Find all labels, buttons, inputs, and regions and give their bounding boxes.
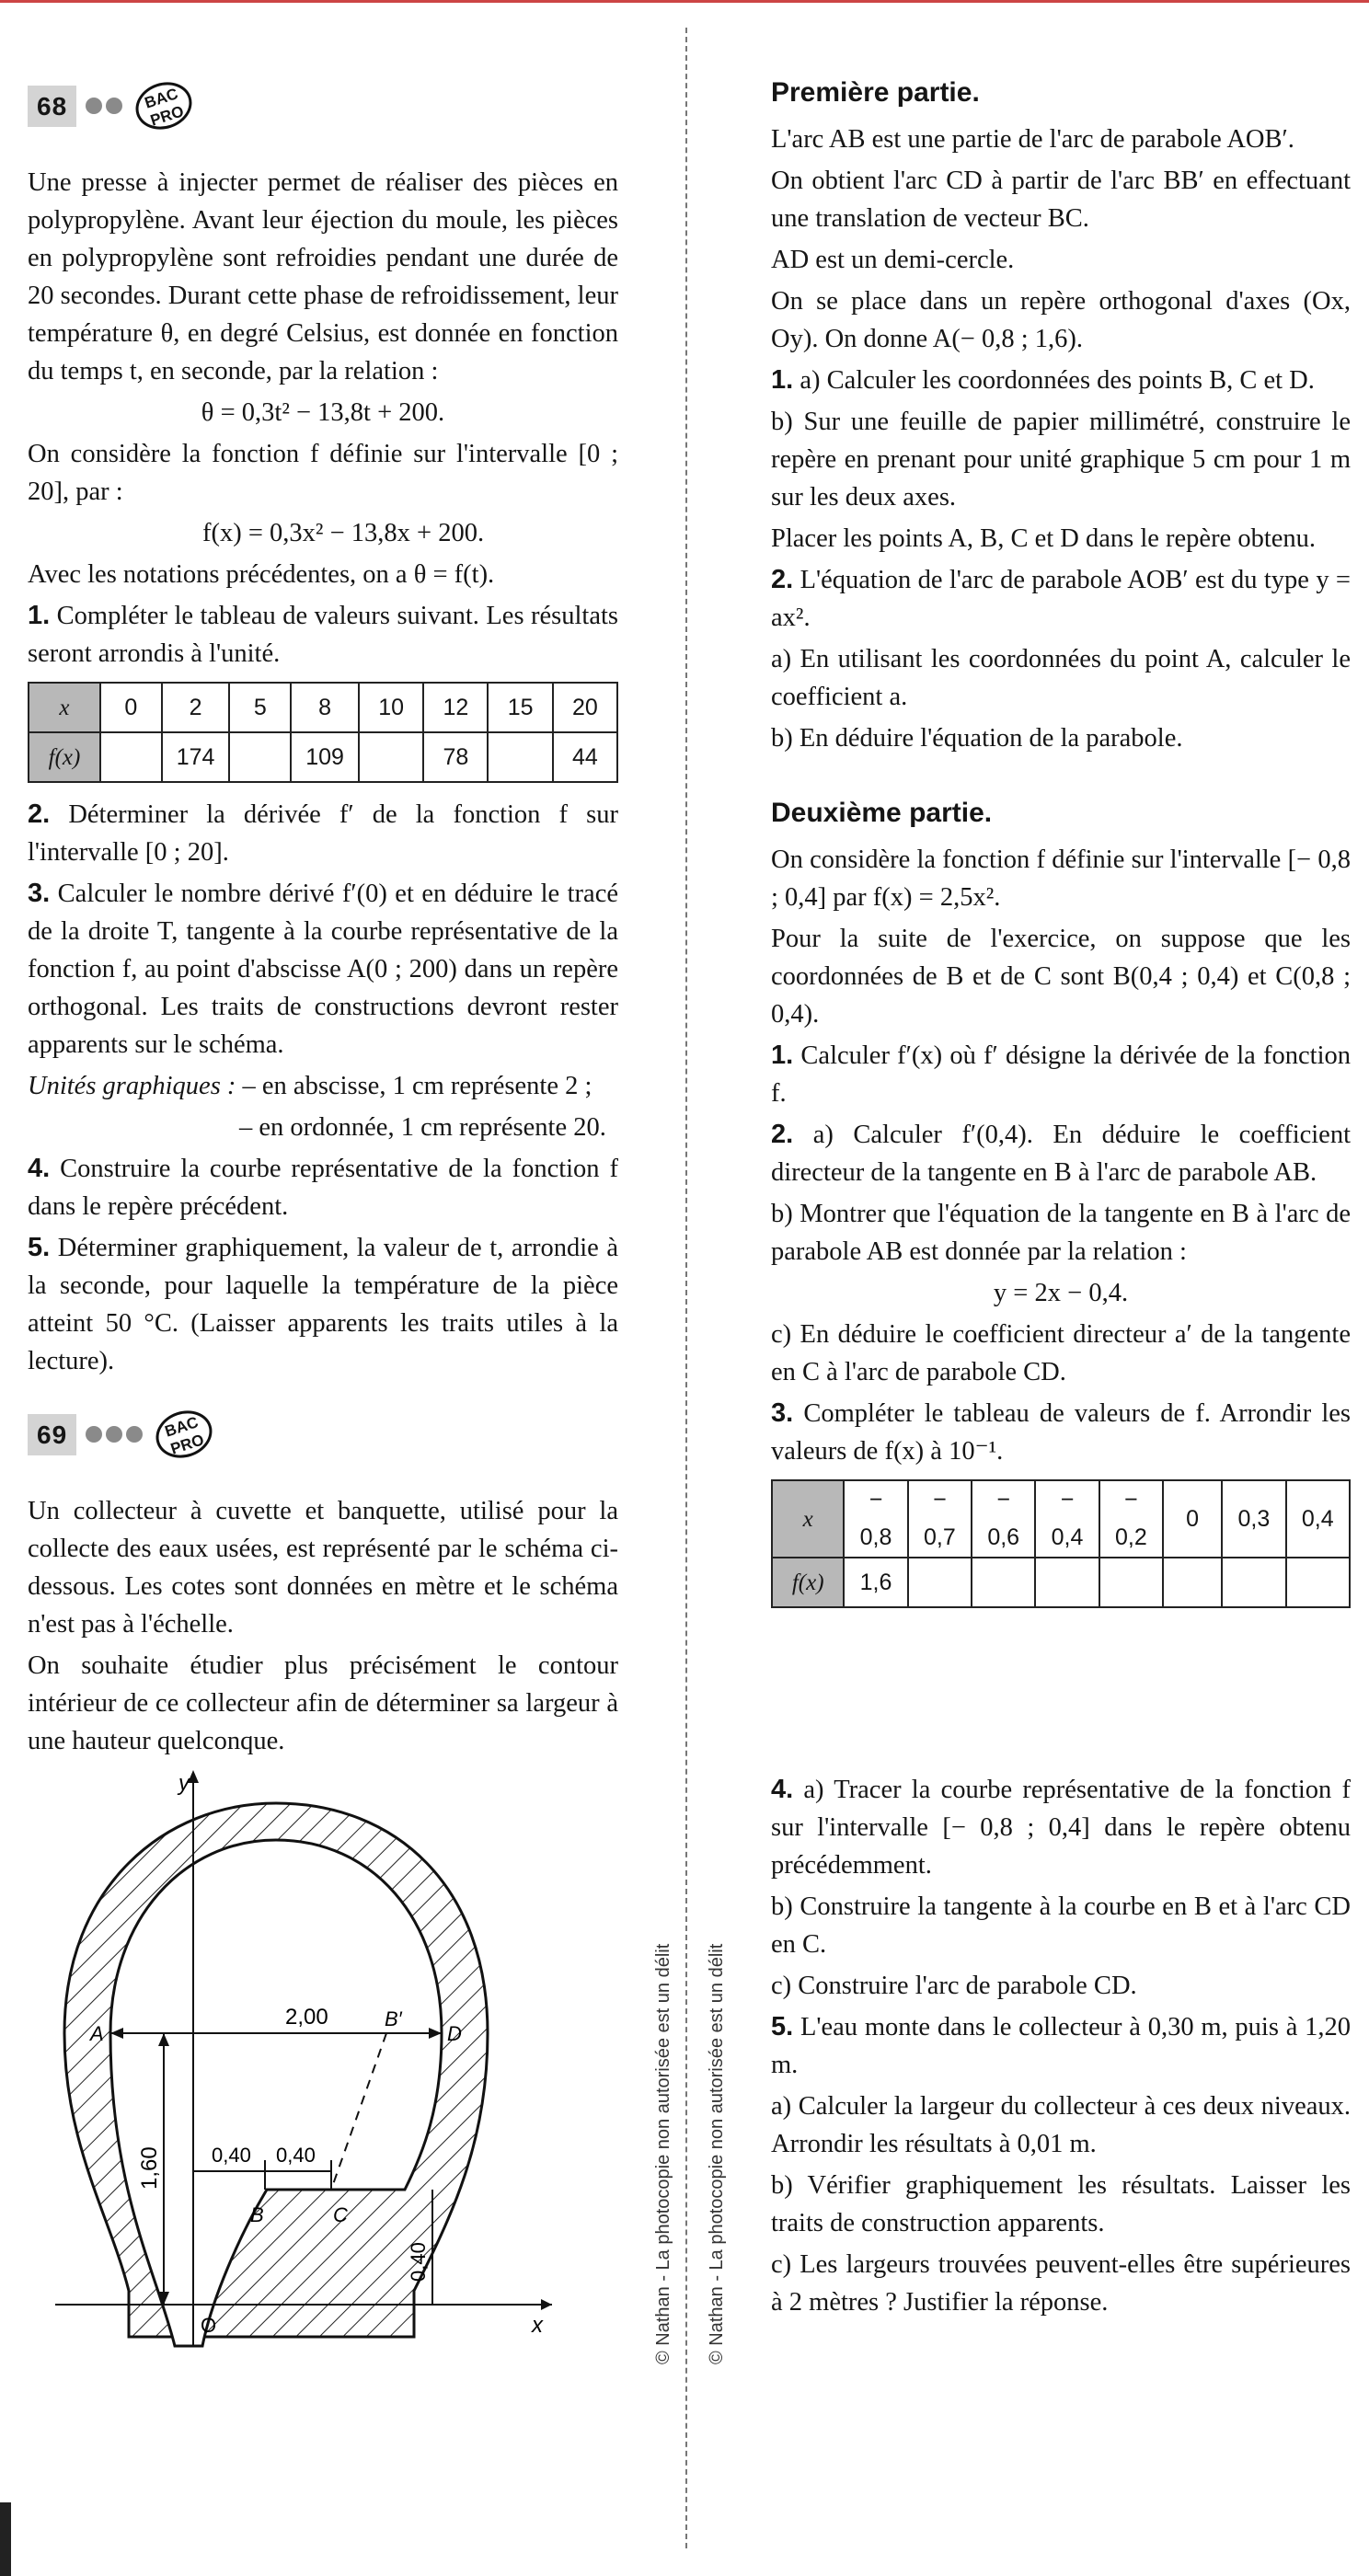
table-cell: − 0,7 <box>908 1480 972 1558</box>
table-cell <box>359 732 423 782</box>
ex69-intro-1: Un collecteur à cuvette et banquette, utilisé pour la collecte des eaux usées, est représenté par le schéma ci-dessous. Les cotes sont données en mètre et le schéma n'est pas à l'échelle. <box>28 1497 618 1639</box>
table-cell <box>908 1558 972 1607</box>
dim-right: 0,40 <box>276 2144 316 2167</box>
part1-q2b: b) En déduire l'équation de la parabole. <box>771 724 1183 753</box>
part1-p1: L'arc AB est une partie de l'arc de parabole AOB′. <box>771 125 1294 154</box>
part2-q4c: c) Construire l'arc de parabole CD. <box>771 1972 1137 2000</box>
dim-left: 0,40 <box>212 2144 251 2167</box>
table-cell <box>1163 1558 1222 1607</box>
label-y: y <box>178 1771 190 1796</box>
table-head-fx: f(x) <box>772 1558 844 1607</box>
question-number: 1. <box>771 365 794 395</box>
units-label: Unités graphiques : <box>28 1072 236 1100</box>
exercise-68-header <box>28 74 618 138</box>
dim-small: 0,40 <box>407 2242 430 2282</box>
question-number: 4. <box>771 1775 794 1804</box>
exercise-number: 69 <box>28 1414 76 1455</box>
part2-p2: Pour la suite de l'exercice, on suppose que les coordonnées de B et de C sont B(0,4 ; 0,4) et C(0,8 ; 0,4). <box>771 925 1351 1029</box>
question-text: Construire la courbe représentative de la fonction f dans le repère précédent. <box>28 1155 618 1221</box>
table-row <box>772 1480 1350 1558</box>
label-a: A <box>90 2022 104 2045</box>
ex68-units-line-2: – en ordonnée, 1 cm représente 20. <box>239 1113 606 1142</box>
table-cell <box>1099 1558 1163 1607</box>
part2-q4b: b) Construire la tangente à la courbe en B et à l'arc CD en C. <box>771 1892 1351 1959</box>
part2-q2b: b) Montrer que l'équation de la tangente en B à l'arc de parabole AB est donnée par la relation : <box>771 1200 1351 1266</box>
bac-pro-badge: BAC PRO <box>150 1404 218 1466</box>
ex68-value-table <box>28 682 618 783</box>
question-text: Déterminer la dérivée f′ de la fonction f sur l'intervalle [0 ; 20]. <box>28 800 618 867</box>
part1-q1b2: Placer les points A, B, C et D dans le repère obtenu. <box>771 524 1317 553</box>
part2-q5c: c) Les largeurs trouvées peuvent-elles être supérieures à 2 mètres ? Justifier la réponse. <box>771 2250 1351 2317</box>
table-head-x: x <box>772 1480 844 1558</box>
question-text: Compléter le tableau de valeurs de f. Arrondir les valeurs de f(x) à 10⁻¹. <box>771 1399 1351 1466</box>
ex68-intro: Une presse à injecter permet de réaliser des pièces en polypropylène. Avant leur éjection du moule, les pièces en polypropylène sont refroidies pendant une durée de 20 secondes. Durant cette phase de refroidissement, leur température θ, en degré Celsius, est donnée en fonction du temps t, en seconde, par la relation : <box>28 168 618 385</box>
part-1-title: Première partie. <box>771 77 980 108</box>
question-number: 3. <box>771 1398 794 1428</box>
label-d: D <box>447 2022 462 2045</box>
label-b-prime: B′ <box>385 2007 402 2030</box>
table-cell <box>100 732 162 782</box>
column-divider <box>685 28 687 2548</box>
table-cell <box>488 732 552 782</box>
question-number: 2. <box>771 1120 794 1149</box>
ex68-notation: Avec les notations précédentes, on a θ = f(t). <box>28 560 495 589</box>
label-o: O <box>201 2314 217 2337</box>
table-cell <box>1222 1558 1285 1607</box>
right-column-lower <box>771 1771 1351 2325</box>
part1-p3: AD est un demi-cercle. <box>771 246 1015 274</box>
part2-q2c: c) En déduire le coefficient directeur a′ de la tangente en C à l'arc de parabole CD. <box>771 1320 1351 1386</box>
part2-question-2 <box>771 1116 1351 1191</box>
question-text: L'eau monte dans le collecteur à 0,30 m, puis à 1,20 m. <box>771 2013 1352 2079</box>
question-text: Déterminer graphiquement, la valeur de t, arrondie à la seconde, pour laquelle la température de la pièce atteint 50 °C. (Laisser apparents les traits utiles à la lecture). <box>28 1234 619 1375</box>
part1-q2a: a) En utilisant les coordonnées du point A, calculer le coefficient a. <box>771 645 1351 711</box>
question-number: 2. <box>28 799 51 829</box>
top-rule <box>0 0 1369 3</box>
table-cell: 0 <box>1163 1480 1222 1558</box>
table-cell: − 0,6 <box>972 1480 1035 1558</box>
label-x: x <box>532 2313 543 2338</box>
exercise-number: 68 <box>28 86 76 127</box>
table-cell: 12 <box>423 683 488 732</box>
table-cell: 0,3 <box>1222 1480 1285 1558</box>
table-head-fx: f(x) <box>29 732 100 782</box>
ex68-question-2 <box>28 796 618 871</box>
copyright-text: © Nathan - La photocopie non autorisée est un délit <box>707 1943 727 2364</box>
dim-height: 1,60 <box>137 2146 162 2190</box>
right-column <box>771 74 1351 1621</box>
ex68-question-3 <box>28 875 618 1064</box>
dim-width: 2,00 <box>285 2005 328 2030</box>
ex68-relation: θ = 0,3t² − 13,8t + 200. <box>201 398 445 427</box>
table-cell: 174 <box>162 732 230 782</box>
question-number: 4. <box>28 1154 51 1183</box>
question-text: Calculer f′(x) où f′ désigne la dérivée de la fonction f. <box>771 1041 1351 1108</box>
table-cell: 78 <box>423 732 488 782</box>
question-number: 2. <box>771 565 794 594</box>
part2-question-5 <box>771 2008 1351 2084</box>
exercise-69-header <box>28 1402 618 1466</box>
label-b: B <box>250 2203 264 2226</box>
part1-q1b: b) Sur une feuille de papier millimétré, construire le repère en prenant pour unité graphique 5 cm pour 1 m sur les deux axes. <box>771 408 1351 512</box>
part2-question-3 <box>771 1395 1351 1470</box>
part2-q2b-equation: y = 2x − 0,4. <box>993 1279 1129 1307</box>
table-cell: 0,4 <box>1286 1480 1350 1558</box>
table-cell <box>229 732 291 782</box>
part2-p1: On considère la fonction f définie sur l'intervalle [− 0,8 ; 0,4] par f(x) = 2,5x². <box>771 845 1351 912</box>
table-cell: − 0,2 <box>1099 1480 1163 1558</box>
table-cell: 44 <box>553 732 617 782</box>
table-cell: 20 <box>553 683 617 732</box>
ex68-question-4 <box>28 1150 618 1225</box>
difficulty-dots-icon <box>86 1416 146 1454</box>
scan-edge-bar <box>0 2502 11 2576</box>
table-row <box>772 1558 1350 1607</box>
question-text: L'équation de l'arc de parabole AOB′ est du type y = ax². <box>771 566 1351 632</box>
table-cell: 5 <box>229 683 291 732</box>
table-cell <box>972 1558 1035 1607</box>
table-cell: 15 <box>488 683 552 732</box>
question-number: 3. <box>28 879 51 908</box>
table-head-x: x <box>29 683 100 732</box>
question-text: Calculer le nombre dérivé f′(0) et en déduire le tracé de la droite T, tangente à la courbe représentative de la fonction f, au point d'abscisse A(0 ; 200) dans un repère orthogonal. Les traits de constructions devront rester apparents sur le schéma. <box>28 880 618 1059</box>
question-number: 5. <box>28 1233 51 1262</box>
x-axis-arrow-icon <box>541 2299 552 2310</box>
ex68-question-1 <box>28 597 618 673</box>
table-cell: 2 <box>162 683 230 732</box>
question-text: a) Tracer la courbe représentative de la fonction f sur l'intervalle [− 0,8 ; 0,4] dans le repère obtenu précédemment. <box>771 1776 1351 1880</box>
table-cell: − 0,4 <box>1035 1480 1099 1558</box>
part2-question-1 <box>771 1037 1351 1112</box>
table-cell: 0 <box>100 683 162 732</box>
part2-q5a: a) Calculer la largeur du collecteur à ces deux niveaux. Arrondir les résultats à 0,01 m. <box>771 2092 1351 2158</box>
label-c: C <box>333 2203 348 2226</box>
part1-p4: On se place dans un repère orthogonal d'axes (Ox, Oy). On donne A(− 0,8 ; 1,6). <box>771 287 1351 353</box>
ex68-function: f(x) = 0,3x² − 13,8x + 200. <box>202 519 485 547</box>
table-cell <box>1286 1558 1350 1607</box>
ex68-question-5 <box>28 1229 618 1380</box>
part2-q5b: b) Vérifier graphiquement les résultats. Laisser les traits de construction apparents. <box>771 2171 1351 2237</box>
copyright-text: © Nathan - La photocopie non autorisée est un délit <box>653 1943 673 2364</box>
table-cell: 8 <box>291 683 359 732</box>
question-number: 5. <box>771 2012 794 2041</box>
table-cell: − 0,8 <box>844 1480 907 1558</box>
part2-value-table <box>771 1479 1351 1608</box>
table-row <box>29 732 617 782</box>
part-2-title: Deuxième partie. <box>771 798 993 828</box>
table-cell <box>1035 1558 1099 1607</box>
collector-diagram <box>55 1757 570 2364</box>
question-number: 1. <box>28 601 51 630</box>
part1-question-2 <box>771 561 1351 637</box>
difficulty-dots-icon <box>86 87 126 125</box>
ex68-units <box>28 1067 618 1105</box>
question-text: a) Calculer les coordonnées des points B, C et D. <box>800 366 1315 395</box>
part2-question-4 <box>771 1771 1351 1884</box>
units-line-1: – en abscisse, 1 cm représente 2 ; <box>242 1072 592 1100</box>
ex69-intro-2: On souhaite étudier plus précisément le contour intérieur de ce collecteur afin de déterminer sa largeur à une hauteur quelconque. <box>28 1651 618 1755</box>
table-cell: 109 <box>291 732 359 782</box>
table-row <box>29 683 617 732</box>
part1-p2: On obtient l'arc CD à partir de l'arc BB′ en effectuant une translation de vecteur BC. <box>771 167 1351 233</box>
left-column <box>28 74 618 1764</box>
bac-pro-badge: BAC PRO <box>130 75 198 137</box>
question-text: a) Calculer f′(0,4). En déduire le coefficient directeur de la tangente en B à l'arc de parabole AB. <box>771 1121 1352 1187</box>
part1-question-1 <box>771 362 1351 399</box>
table-cell: 10 <box>359 683 423 732</box>
question-text: Compléter le tableau de valeurs suivant. Les résultats seront arrondis à l'unité. <box>28 602 618 668</box>
ex68-consider: On considère la fonction f définie sur l'intervalle [0 ; 20], par : <box>28 440 618 506</box>
question-number: 1. <box>771 1041 794 1070</box>
table-cell: 1,6 <box>844 1558 907 1607</box>
